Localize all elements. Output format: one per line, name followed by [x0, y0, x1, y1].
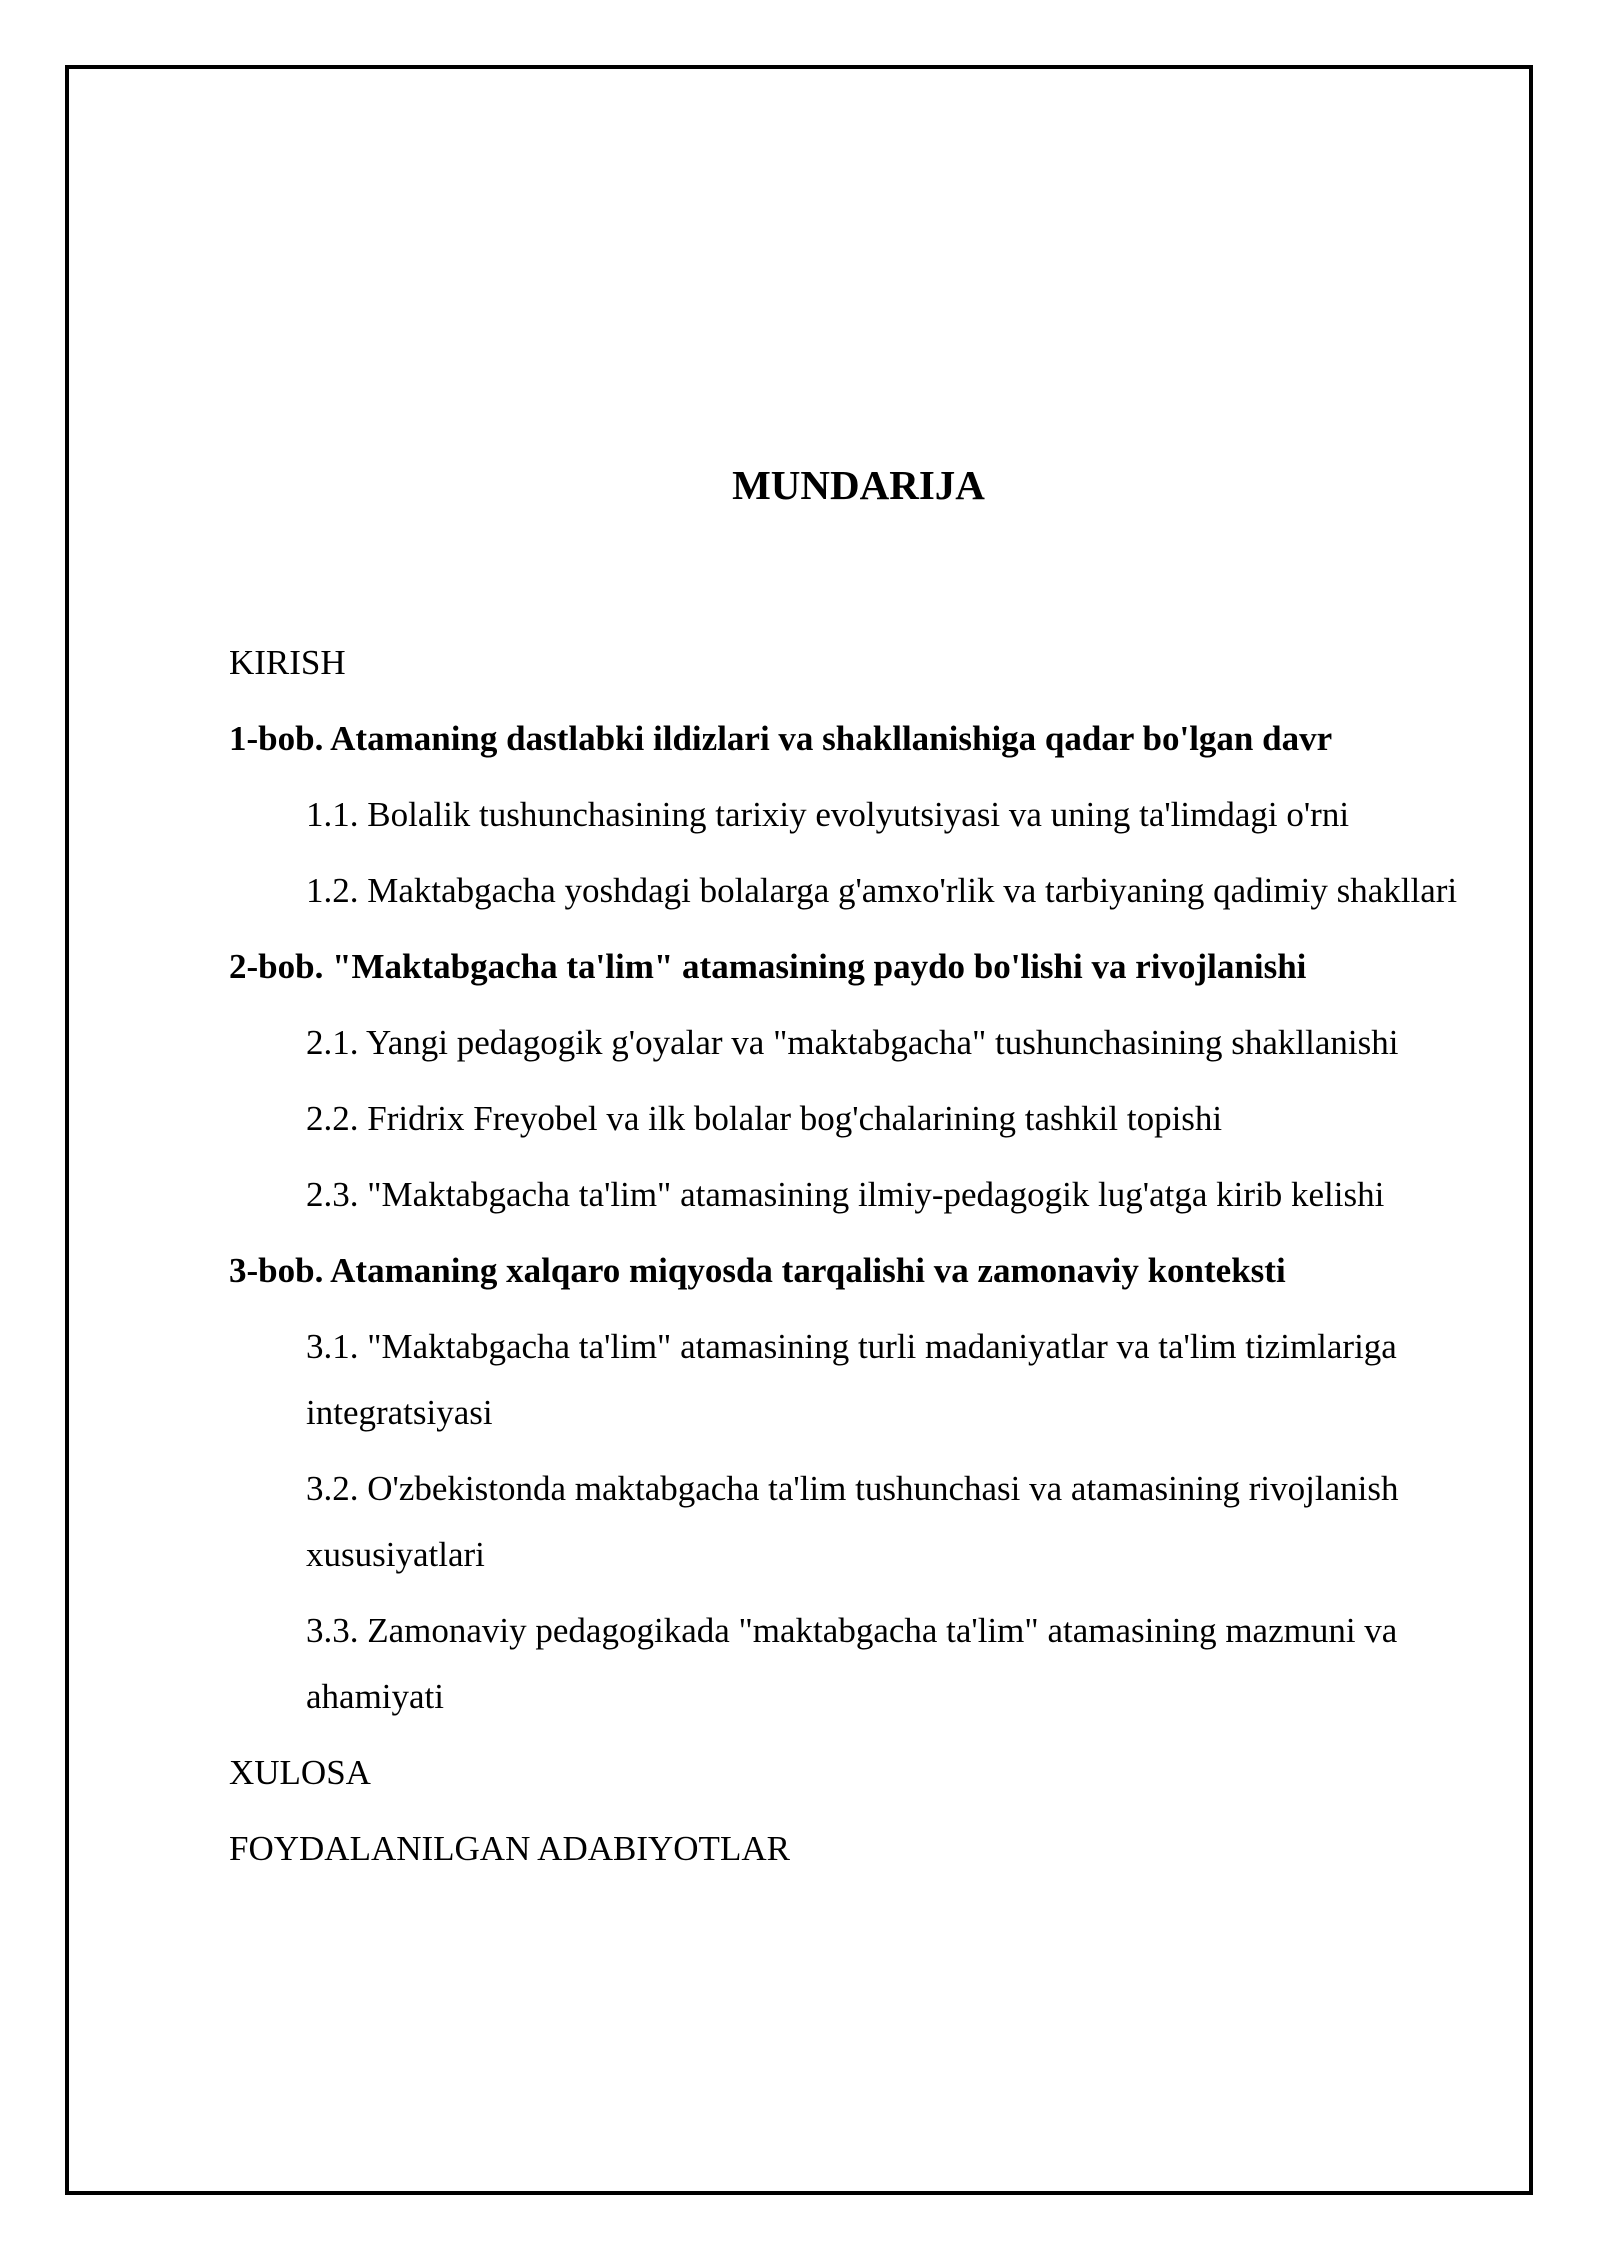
toc-references: FOYDALANILGAN ADABIYOTLAR — [229, 1829, 790, 1868]
toc-intro: KIRISH — [229, 643, 346, 682]
toc-section-3-1: 3.1. "Maktabgacha ta'lim" atamasining turli madaniyatlar va ta'lim tizimlariga integratsiyasi — [306, 1327, 1397, 1432]
toc-chapter-1: 1-bob. Atamaning dastlabki ildizlari va shakllanishiga qadar bo'lgan davr — [229, 719, 1333, 758]
toc-section-1-1: 1.1. Bolalik tushunchasining tarixiy evolyutsiyasi va uning ta'limdagi o'rni — [306, 795, 1350, 834]
toc-conclusion: XULOSA — [229, 1753, 371, 1792]
toc-chapter-2: 2-bob. "Maktabgacha ta'lim" atamasining paydo bo'lishi va rivojlanishi — [229, 947, 1307, 986]
toc-section-3-2: 3.2. O'zbekistonda maktabgacha ta'lim tushunchasi va atamasining rivojlanish xususiyatlari — [306, 1469, 1399, 1574]
page-title: MUNDARIJA — [732, 462, 985, 508]
toc-section-1-2: 1.2. Maktabgacha yoshdagi bolalarga g'amxo'rlik va tarbiyaning qadimiy shakllari — [306, 871, 1458, 910]
toc-section-2-1: 2.1. Yangi pedagogik g'oyalar va "maktabgacha" tushunchasining shakllanishi — [306, 1023, 1399, 1062]
toc-section-2-2: 2.2. Fridrix Freyobel va ilk bolalar bog'chalarining tashkil topishi — [306, 1099, 1223, 1138]
table-of-contents — [229, 630, 1529, 1892]
toc-section-3-3: 3.3. Zamonaviy pedagogikada "maktabgacha ta'lim" atamasining mazmuni va ahamiyati — [306, 1611, 1398, 1716]
toc-section-2-3: 2.3. "Maktabgacha ta'lim" atamasining ilmiy-pedagogik lug'atga kirib kelishi — [306, 1175, 1385, 1214]
toc-chapter-3: 3-bob. Atamaning xalqaro miqyosda tarqalishi va zamonaviy konteksti — [229, 1251, 1286, 1290]
